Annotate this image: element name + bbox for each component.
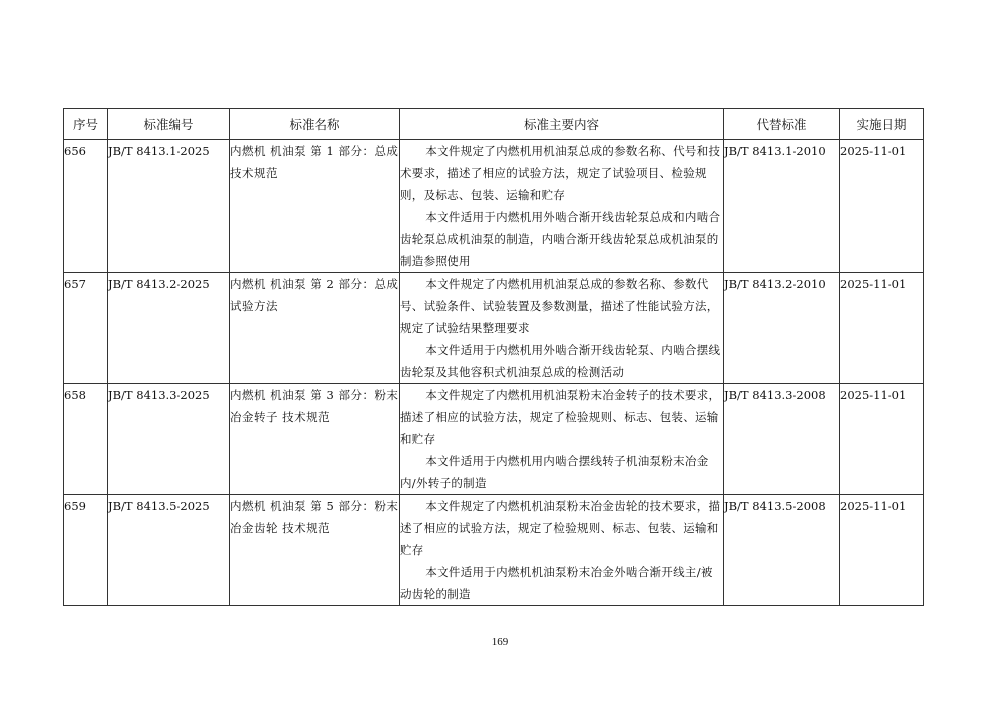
table-row [64,495,924,606]
header-name: 标准名称 [230,109,400,140]
standard-name: 内燃机 机油泵 第 5 部分：粉末冶金齿轮 技术规范 [230,495,400,606]
header-date: 实施日期 [840,109,924,140]
content-scope: 本文件规定了内燃机用机油泵粉末冶金转子的技术要求，描述了相应的试验方法，规定了检验规则、标志、包装、运输和贮存 [400,388,721,446]
table-row [64,140,924,273]
header-content: 标准主要内容 [400,109,724,140]
standard-name: 内燃机 机油泵 第 2 部分：总成 试验方法 [230,273,400,384]
standard-content [400,140,724,273]
replaced-standard: JB/T 8413.3-2008 [724,384,840,495]
content-scope: 本文件规定了内燃机用机油泵总成的参数名称、参数代号、试验条件、试验装置及参数测量，描述了性能试验方法，规定了试验结果整理要求 [400,277,719,335]
effective-date: 2025-11-01 [840,384,924,495]
row-number: 656 [64,140,108,273]
standard-content [400,495,724,606]
standard-code: JB/T 8413.5-2025 [108,495,230,606]
content-scope: 本文件规定了内燃机机油泵粉末冶金齿轮的技术要求，描述了相应的试验方法，规定了检验规则、标志、包装、运输和贮存 [400,499,721,557]
standard-code: JB/T 8413.3-2025 [108,384,230,495]
row-number: 658 [64,384,108,495]
content-applicability: 本文件适用于内燃机用外啮合渐开线齿轮泵总成和内啮合齿轮泵总成机油泵的制造，内啮合渐开线齿轮泵总成机油泵的制造参照使用 [400,210,721,268]
table-row [64,384,924,495]
replaced-standard: JB/T 8413.1-2010 [724,140,840,273]
table-header-row [64,109,924,140]
content-scope: 本文件规定了内燃机用机油泵总成的参数名称、代号和技术要求，描述了相应的试验方法，规定了试验项目、检验规则，及标志、包装、运输和贮存 [400,144,721,202]
standard-content [400,273,724,384]
standard-content [400,384,724,495]
content-applicability: 本文件适用于内燃机用内啮合摆线转子机油泵粉末冶金内/外转子的制造 [400,454,709,490]
standard-code: JB/T 8413.1-2025 [108,140,230,273]
standard-name: 内燃机 机油泵 第 1 部分：总成 技术规范 [230,140,400,273]
row-number: 657 [64,273,108,384]
effective-date: 2025-11-01 [840,140,924,273]
header-no: 序号 [64,109,108,140]
standards-table [63,108,924,606]
effective-date: 2025-11-01 [840,495,924,606]
content-applicability: 本文件适用于内燃机用外啮合渐开线齿轮泵、内啮合摆线齿轮泵及其他容积式机油泵总成的检测活动 [400,343,721,379]
effective-date: 2025-11-01 [840,273,924,384]
standard-name: 内燃机 机油泵 第 3 部分：粉末冶金转子 技术规范 [230,384,400,495]
replaced-standard: JB/T 8413.2-2010 [724,273,840,384]
header-code: 标准编号 [108,109,230,140]
standard-code: JB/T 8413.2-2025 [108,273,230,384]
page-number: 169 [491,636,509,648]
header-replaced: 代替标准 [724,109,840,140]
content-applicability: 本文件适用于内燃机机油泵粉末冶金外啮合渐开线主/被动齿轮的制造 [400,565,713,601]
row-number: 659 [64,495,108,606]
replaced-standard: JB/T 8413.5-2008 [724,495,840,606]
table-row [64,273,924,384]
